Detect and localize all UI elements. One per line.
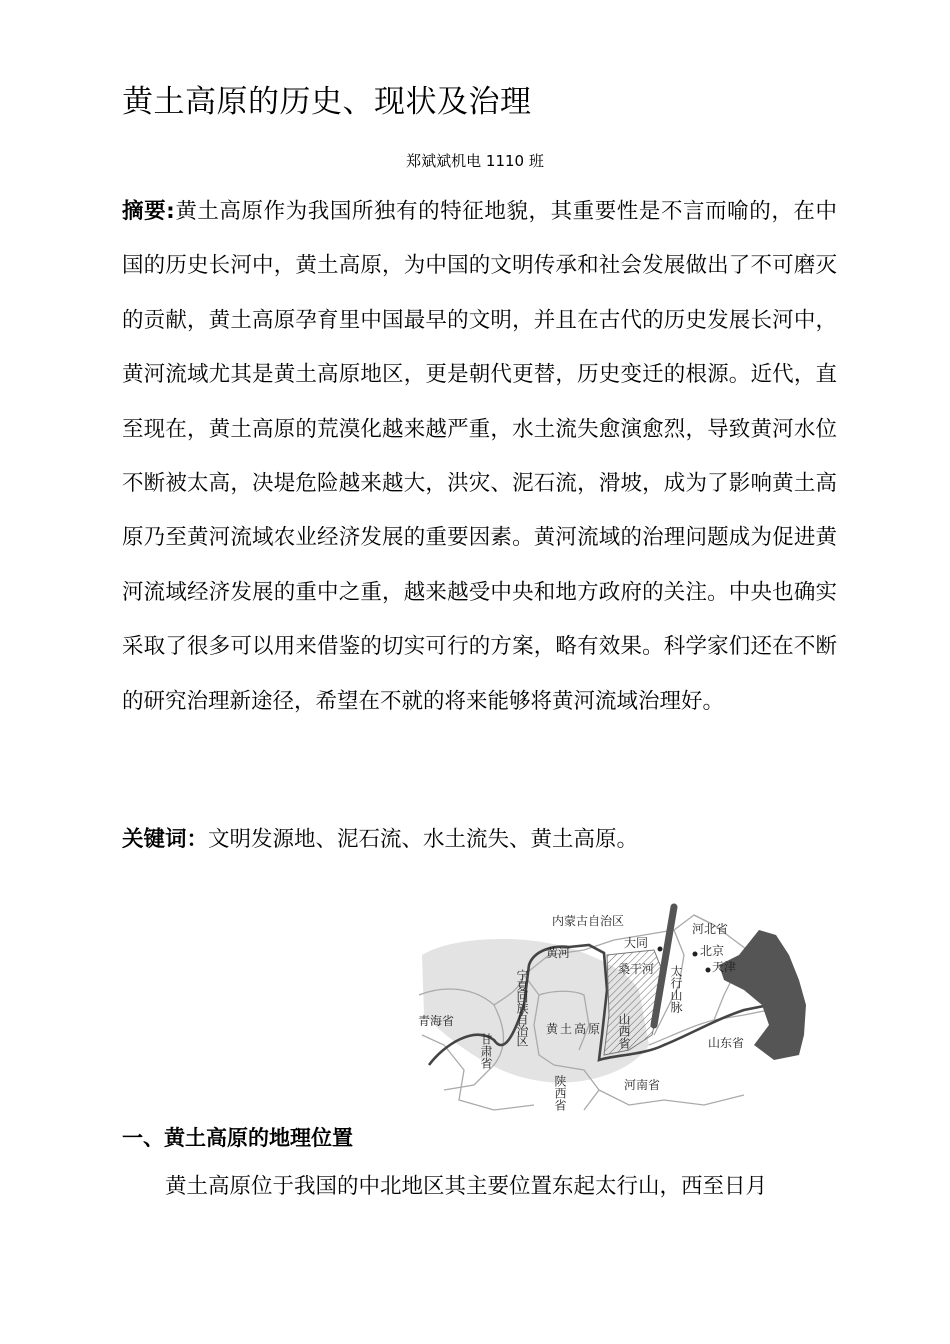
abstract-paragraph	[122, 185, 837, 729]
label-huanghe: 黄河	[546, 946, 571, 960]
label-qinghai: 青海省	[418, 1014, 455, 1028]
label-neimenggu: 内蒙古自治区	[552, 914, 625, 928]
keywords-paragraph	[122, 815, 837, 865]
label-sangganhe: 桑干河	[618, 962, 655, 976]
label-henan: 河南省	[624, 1078, 661, 1092]
label-shandong: 山东省	[708, 1036, 745, 1050]
abstract-label: 摘要:	[122, 199, 175, 224]
label-taihang: 太行山脉	[669, 965, 683, 1013]
tianjin-dot	[706, 968, 711, 973]
label-loess: 黄土高原	[546, 1022, 603, 1036]
label-shanxi: 山西省	[617, 1013, 631, 1049]
document-title: 黄土高原的历史、现状及治理	[122, 84, 532, 120]
label-hebei: 河北省	[692, 922, 729, 936]
section-1-heading: 一、黄土高原的地理位置	[122, 1126, 353, 1150]
label-ningxia: 宁夏回族自治区	[515, 969, 529, 1046]
beijing-dot	[693, 952, 698, 957]
keywords-label: 关键词：	[122, 827, 209, 852]
keywords-text: 文明发源地、泥石流、水土流失、黄土高原。	[208, 827, 639, 852]
label-shaanxi: 陕西省	[553, 1075, 567, 1111]
abstract-text: 黄土高原作为我国所独有的特征地貌，其重要性是不言而喻的，在中国的历史长河中，黄土高原，为中国的文明传承和社会发展做出了不可磨灭的贡献，黄土高原孕育里中国最早的文明，并且在古代的历史发展长河中，黄河流域尤其是黄土高原地区，更是朝代更替，历史变迁的根源。近代，直至现在，黄土高原的荒漠化越来越严重，水土流失愈演愈烈，导致黄河水位不断被太高，决堤危险越来越大，洪灾、泥石流，滑坡，成为了影响黄土高原乃至黄河流域农业经济发展的重要因素。黄河流域的治理问题成为促进黄河流域经济发展的重中之重，越来越受中央和地方政府的关注。中央也确实采取了很多可以用来借鉴的切实可行的方案，略有效果。科学家们还在不断的研究治理新途径，希望在不就的将来能够将黄河流域治理好。	[122, 199, 837, 714]
label-beijing: 北京	[700, 944, 725, 958]
label-gansu: 甘肃省	[479, 1033, 493, 1069]
loess-plateau-map	[414, 895, 812, 1117]
label-datong: 大同	[624, 936, 649, 950]
label-tianjin: 天津	[712, 960, 737, 974]
datong-dot	[658, 947, 663, 952]
author-line: 郑斌斌机电 1110 班	[406, 152, 544, 170]
section-1-paragraph: 黄土高原位于我国的中北地区其主要位置东起太行山，西至日月	[165, 1174, 768, 1199]
